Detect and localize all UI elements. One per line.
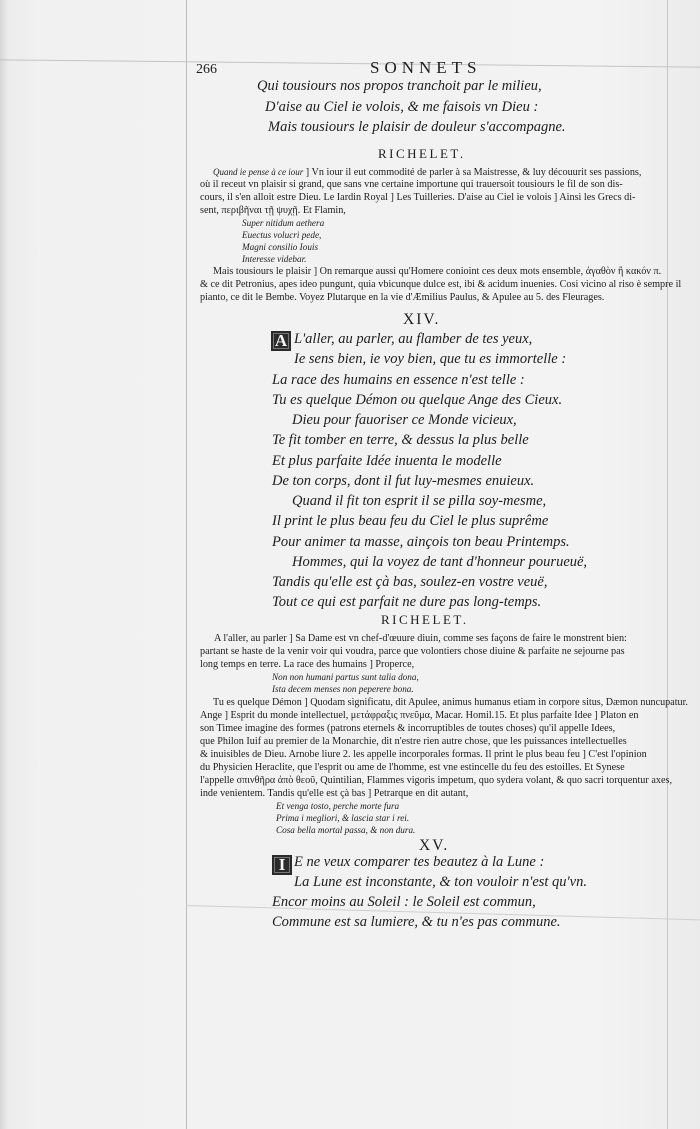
verse-line: Pour animer ta masse, ainçois ton beau Printemps. (272, 534, 570, 550)
verse-line: Hommes, qui la voyez de tant d'honneur pourueuë, (292, 554, 588, 570)
commentary-line: inde venientem. Tandis qu'elle est çà bas ] Petrarque en dit autant, (200, 788, 469, 799)
commentary-line: où il receut vn plaisir si grand, que sans vne certaine importune qui trauersoit tousiours le fil de son dis- (200, 179, 623, 190)
italian-quote-line: Et venga tosto, perche morte fura (276, 801, 400, 811)
verse-line: Mais tousiours le plaisir de douleur s'accompagne. (268, 119, 566, 135)
verse-line: Il print le plus beau feu du Ciel le plus suprême (272, 513, 549, 529)
verse-line: E ne veux comparer tes beautez à la Lune : (294, 854, 545, 870)
fold-line-right (667, 0, 668, 1129)
verse-line: Dieu pour fauoriser ce Monde vicieux, (292, 412, 517, 428)
verse-line: Te fit tomber en terre, & dessus la plus belle (272, 432, 529, 448)
commentary-line: son Timee imagine des formes (patrons eternels & incorruptibles de toutes choses) qu'il appelle Idees, (200, 723, 616, 734)
commentary-text: ] Vn iour il eut commodité de parler à sa Maistresse, & luy découurit ses passions, (303, 167, 642, 178)
verse-line: La race des humains en essence n'est telle : (272, 372, 525, 388)
commentary-line: long temps en terre. La race des humains ] Properce, (200, 659, 415, 670)
commentary-line: & ce dit Petronius, apes ideo pungunt, quia vbicunque dulce est, ibi & acidum inuenies. Cosi vicino al riso è sempre il (200, 279, 682, 290)
sonnet-number: XV. (419, 837, 450, 854)
header-rule (0, 59, 700, 67)
italian-quote-line: Prima i megliori, & lascia star i rei. (276, 813, 410, 823)
fold-line (186, 0, 187, 1129)
commentary-line: du Physicien Heraclite, que l'esprit ou ame de l'homme, est vne estincelle du feu des estoilles. Et Synese (200, 762, 625, 773)
latin-quote-line: Ista decem menses non peperere bona. (272, 684, 414, 694)
commentary-line (213, 166, 663, 180)
latin-quote-line: Euectus volucri pede, (242, 230, 322, 240)
verse-line: D'aise au Ciel ie volois, & me faisois vn Dieu : (265, 99, 539, 115)
verse-line: Ie sens bien, ie voy bien, que tu es immortelle : (294, 351, 567, 367)
verse-line: Quand il fit ton esprit il se pilla soy-mesme, (292, 493, 547, 509)
italian-quote-line: Cosa bella mortal passa, & non dura. (276, 825, 416, 835)
page-number: 266 (196, 62, 217, 77)
commentary-line: Mais tousiours le plaisir ] On remarque aussi qu'Homere conioint ces deux mots ensemble, ἀγαθὸν ἢ κακόν π. (213, 266, 662, 277)
commentary-line: partant se haste de la venir voir qui voudra, parce que volontiers chose diuine & parfaite ne sejourne pas (200, 646, 625, 657)
verse-line: Commune est sa lumiere, & tu n'es pas commune. (272, 914, 561, 930)
verse-line: Tu es quelque Démon ou quelque Ange des Cieux. (272, 392, 563, 408)
commentary-line: & inuisibles de Dieu. Arnobe liure 2. les appelle incorporales formas. Il print le plus beau feu ] C'est l'opinion (200, 749, 647, 760)
commentary-line: cours, il s'en alloit estre Dieu. Le Iardin Royal ] Les Tuilleries. D'aise au Ciel ie volois ] Ainsi les Grecs di- (200, 192, 636, 203)
verse-line: Tout ce qui est parfait ne dure pas long-temps. (272, 594, 542, 610)
verse-line: Qui tousiours nos propos tranchoit par le milieu, (257, 78, 542, 94)
commentary-line: Tu es quelque Démon ] Quodam significatu, dit Apulee, animus humanus etiam in corpore situs, Dæmon nuncupatur. (213, 697, 688, 708)
commentary-line: que Philon Iuif au premier de la Monarchie, dit n'estre rien autre chose, que les puissances intellectuelles (200, 736, 627, 747)
commentary-heading: RICHELET. (378, 146, 466, 161)
latin-quote-line: Non non humani partus sunt talia dona, (272, 672, 419, 682)
commentary-heading: RICHELET. (381, 612, 469, 627)
lemma: Quand ie pense à ce iour (213, 167, 304, 177)
commentary-line: l'appelle σπινθῆρα ἀπὸ θεοῦ, Quintilian, Flammes vigoris impetum, quo sydera volant, & quo sacri torquentur axes, (200, 775, 672, 786)
verse-line: La Lune est inconstante, & ton vouloir n'est qu'vn. (294, 874, 587, 890)
drop-cap-initial: I (272, 855, 292, 875)
latin-quote-line: Interesse videbar. (242, 254, 307, 264)
running-title: SONNETS (370, 58, 482, 77)
verse-line: L'aller, au parler, au flamber de tes yeux, (294, 331, 533, 347)
sonnet-number: XIV. (403, 311, 441, 328)
drop-cap-initial: A (271, 331, 291, 351)
verse-line: De ton corps, dont il fut luy-mesmes enuieux. (272, 473, 535, 489)
commentary-line: Ange ] Esprit du monde intellectuel, μετάφραξις πνεῦμα, Macar. Homil.15. Et plus parfaite Idee ] Platon en (200, 710, 639, 721)
verse-line: Et plus parfaite Idée inuenta le modelle (272, 453, 502, 469)
verse-line: Encor moins au Soleil : le Soleil est commun, (272, 894, 536, 910)
commentary-line: A l'aller, au parler ] Sa Dame est vn chef-d'œuure diuin, comme ses façons de faire le monstrent bien: (214, 633, 627, 644)
latin-quote-line: Magni consilio Iouis (242, 242, 319, 252)
commentary-line: pianto, ce dit le Bembe. Voyez Plutarque en la vie d'Æmilius Paulus, & Apulee au 5. des Fleurages. (200, 292, 605, 303)
latin-quote-line: Super nitidum aethera (242, 218, 325, 228)
commentary-line: sent, περιβῆναι τῇ ψυχῇ. Et Flamin, (200, 205, 346, 216)
verse-line: Tandis qu'elle est çà bas, soulez-en vostre veuë, (272, 574, 548, 590)
